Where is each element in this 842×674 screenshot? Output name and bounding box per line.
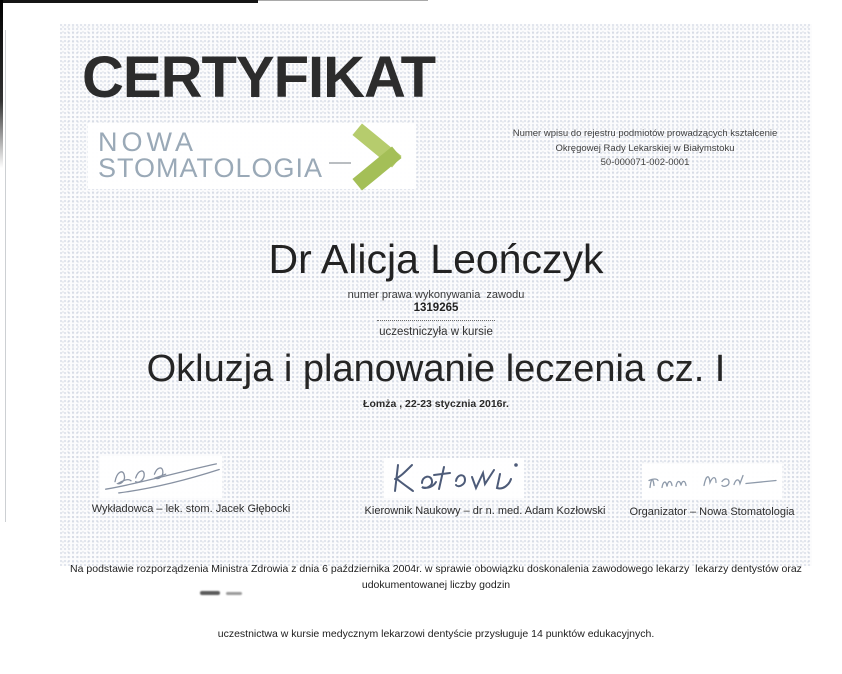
legal-footer-line2: uczestnictwa w kursie medycznym lekarzowi dentyście przysługuje 14 punktów edukacyjnych. — [217, 627, 655, 640]
nowa-stomatologia-logo — [88, 123, 416, 189]
signatory-role-lecturer: Wykładowca – lek. stom. Jacek Głębocki — [91, 503, 291, 515]
logo-wordmark — [98, 127, 324, 183]
dotted-separator — [377, 320, 495, 321]
license-label: numer prawa wykonywania zawodu — [347, 289, 525, 301]
legal-footer — [64, 528, 808, 674]
handwritten-signature-icon — [100, 456, 222, 498]
certificate-title: CERTYFIKAT — [82, 45, 436, 110]
signature-organizator — [642, 464, 782, 499]
registry-number: 50-000071-002-0001 — [600, 157, 690, 169]
signatory-role-scientific: Kierownik Naukowy – dr n. med. Adam Kozłowski — [364, 505, 606, 517]
scan-edge-top — [0, 0, 258, 3]
handwritten-signature-icon — [384, 458, 524, 498]
recipient-name: Dr Alicja Leończyk — [268, 236, 604, 282]
license-number: 1319265 — [413, 302, 459, 314]
signature-glebocki — [100, 456, 222, 498]
handwritten-signature-icon — [642, 464, 782, 499]
chevron-right-icon — [355, 128, 401, 186]
course-title: Okluzja i planowanie leczenia cz. I — [146, 348, 726, 390]
legal-footer-line1: Na podstawie rozporządzenia Ministra Zdrowia z dnia 6 października 2004r. w sprawie obowiązku doskonalenia zawodowego lekarzy lekarzy dentystów oraz udokumentowanej liczby godzin — [70, 562, 805, 591]
scan-edge-left-line — [5, 30, 6, 522]
registry-line1: Numer wpisu do rejestru podmiotów prowadzących kształcenie — [512, 128, 778, 139]
signature-kozlowski — [384, 458, 524, 498]
course-place-date: Łomża , 22-23 stycznia 2016r. — [363, 398, 509, 410]
scan-edge-left — [0, 0, 3, 168]
registry-info — [470, 127, 820, 171]
signatory-role-organizer: Organizator – Nowa Stomatologia — [629, 506, 795, 518]
registry-line2: Okręgowej Rady Lekarskiej w Białymstoku — [555, 142, 735, 154]
scan-edge-top-faint — [258, 0, 428, 1]
logo-word-stomatologia: STOMATOLOGIA — [98, 153, 324, 183]
logo-dash — [329, 162, 351, 164]
logo-word-nowa: NOWA — [98, 127, 197, 158]
participation-text: uczestniczyła w kursie — [379, 326, 493, 338]
